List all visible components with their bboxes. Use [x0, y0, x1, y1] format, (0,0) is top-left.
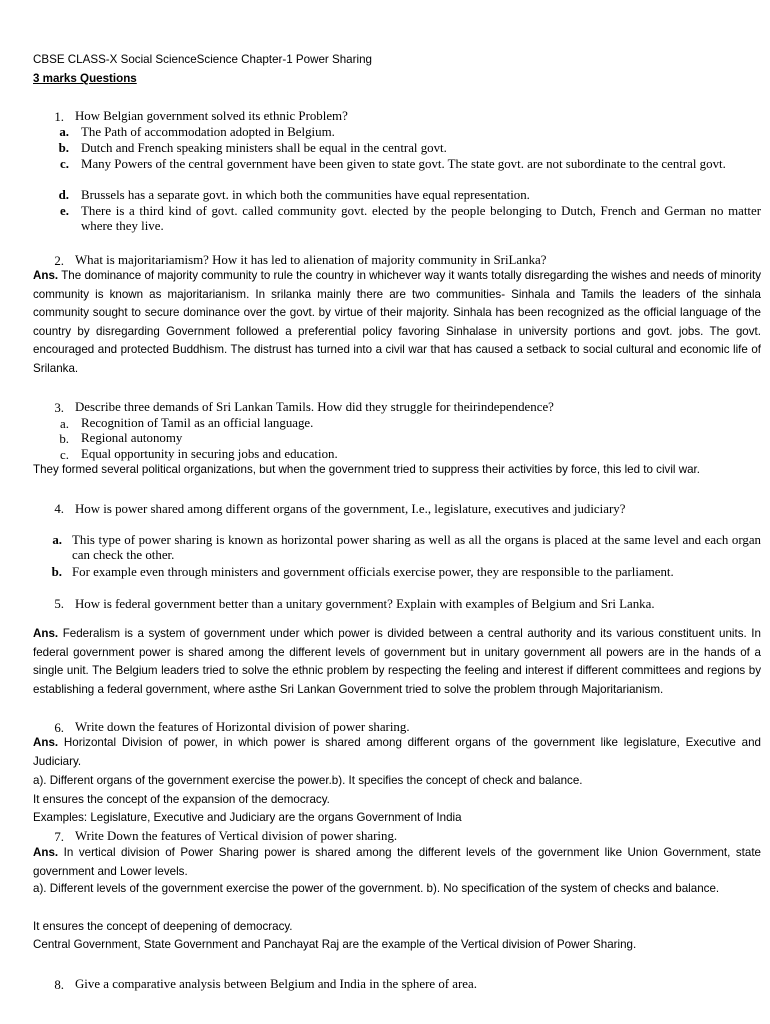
- question-number: 8.: [54, 978, 64, 992]
- question-number: 6.: [54, 721, 64, 735]
- answer-text: Horizontal Division of power, in which power is shared among different organs of the government like legislature, Executive and Judiciary.: [33, 736, 761, 768]
- answer-label: Ans.: [33, 269, 59, 282]
- question-number: 4.: [54, 502, 64, 516]
- answer-line: Central Government, State Government and Panchayat Raj are the example of the Vertical division of Power Sharing.: [33, 938, 637, 951]
- answer-line: It ensures the concept of the expansion of the democracy.: [33, 793, 330, 806]
- list-item: Dutch and French speaking ministers shall be equal in the central govt.: [81, 141, 447, 155]
- list-marker: b.: [59, 432, 69, 446]
- question-number: 7.: [54, 830, 64, 844]
- list-marker: d.: [58, 188, 69, 202]
- question-text: Give a comparative analysis between Belgium and India in the sphere of area.: [75, 977, 477, 991]
- list-marker: c.: [60, 448, 69, 462]
- answer-line: a). Different organs of the government exercise the power.b). It specifies the concept of check and balance.: [33, 774, 583, 787]
- question-number: 1.: [54, 110, 64, 124]
- question-text: Write down the features of Horizontal division of power sharing.: [75, 720, 410, 734]
- list-marker: e.: [60, 204, 69, 218]
- list-item: Brussels has a separate govt. in which both the communities have equal representation.: [81, 188, 530, 202]
- answer-label: Ans.: [33, 627, 59, 640]
- question-number: 5.: [54, 597, 64, 611]
- list-item: This type of power sharing is known as horizontal power sharing as well as all the organs is placed at the same level and each organ can check the other.: [72, 533, 761, 563]
- list-item: The Path of accommodation adopted in Belgium.: [81, 125, 335, 139]
- list-item: Recognition of Tamil as an official language.: [81, 416, 314, 430]
- answer-paragraph: [33, 734, 761, 771]
- question-number: 3.: [54, 401, 64, 415]
- answer-line: a). Different levels of the government exercise the power of the government. b). No specification of the system of checks and balance.: [33, 882, 720, 895]
- paragraph: They formed several political organizations, but when the government tried to suppress their activities by force, this led to civil war.: [33, 463, 700, 476]
- answer-paragraph: [33, 625, 761, 699]
- answer-paragraph: [33, 844, 761, 881]
- list-marker: a.: [60, 417, 69, 431]
- list-item: Many Powers of the central government have been given to state govt. The state govt. are not subordinate to the central govt.: [81, 157, 726, 171]
- answer-text: The dominance of majority community to rule the country in whichever way it wants totally disregarding the wishes and needs of minority community is known as majoritarianism. In srilanka mainly there are two communities- Sinhala and Tamils the leaders of the sinhala community sought to secure dominance over the govt. by virtue of their majority. Sinhala has been recognized as the official language of the country by disregarding Government followed a preferential policy favoring Sinhalase in university portions and govt. jobs. The govt. encouraged and protected Buddhism. The distrust has turned into a civil war that has caused a setback to social cultural and economic life of Srilanka.: [33, 269, 761, 375]
- question-number: 2.: [54, 254, 64, 268]
- section-heading: 3 marks Questions: [33, 72, 137, 85]
- list-marker: a.: [52, 533, 62, 547]
- question-text: Describe three demands of Sri Lankan Tamils. How did they struggle for theirindependence?: [75, 400, 554, 414]
- answer-paragraph: [33, 267, 761, 379]
- answer-label: Ans.: [33, 846, 59, 859]
- question-text: What is majoritariamism? How it has led to alienation of majority community in SriLanka?: [75, 253, 547, 267]
- list-marker: a.: [59, 125, 69, 139]
- question-text: Write Down the features of Vertical division of power sharing.: [75, 829, 398, 843]
- document-title: CBSE CLASS-X Social ScienceScience Chapter-1 Power Sharing: [33, 53, 372, 66]
- answer-text: In vertical division of Power Sharing power is shared among the different levels of the government like Union Government, state government and Lower levels.: [33, 846, 761, 878]
- list-item: For example even through ministers and government officials exercise power, they are responsible to the parliament.: [72, 565, 674, 579]
- list-item: Equal opportunity in securing jobs and education.: [81, 447, 338, 461]
- question-text: How is federal government better than a unitary government? Explain with examples of Belgium and Sri Lanka.: [75, 597, 655, 611]
- answer-text: Federalism is a system of government under which power is divided between a central authority and its various constituent units. In federal government power is shared among the different levels of government but in unitary government all powers are in the hands of a single unit. The Belgium leaders tried to solve the ethnic problem by respecting the feeling and interest if different committees and regions by establishing a federal government, where asthe Sri Lankan Government tried to solve the problem through Majoritarianism.: [33, 627, 761, 696]
- list-item: Regional autonomy: [81, 431, 183, 445]
- list-marker: b.: [51, 565, 62, 579]
- answer-line: It ensures the concept of deepening of democracy.: [33, 920, 293, 933]
- question-text: How is power shared among different organs of the government, I.e., legislature, executives and judiciary?: [75, 502, 626, 516]
- answer-line: Examples: Legislature, Executive and Judiciary are the organs Government of India: [33, 811, 462, 824]
- list-marker: b.: [58, 141, 69, 155]
- question-text: How Belgian government solved its ethnic Problem?: [75, 109, 348, 123]
- list-marker: c.: [60, 157, 69, 171]
- answer-label: Ans.: [33, 736, 59, 749]
- list-item: There is a third kind of govt. called community govt. elected by the people belonging to Dutch, French and German no matter where they live.: [81, 204, 761, 234]
